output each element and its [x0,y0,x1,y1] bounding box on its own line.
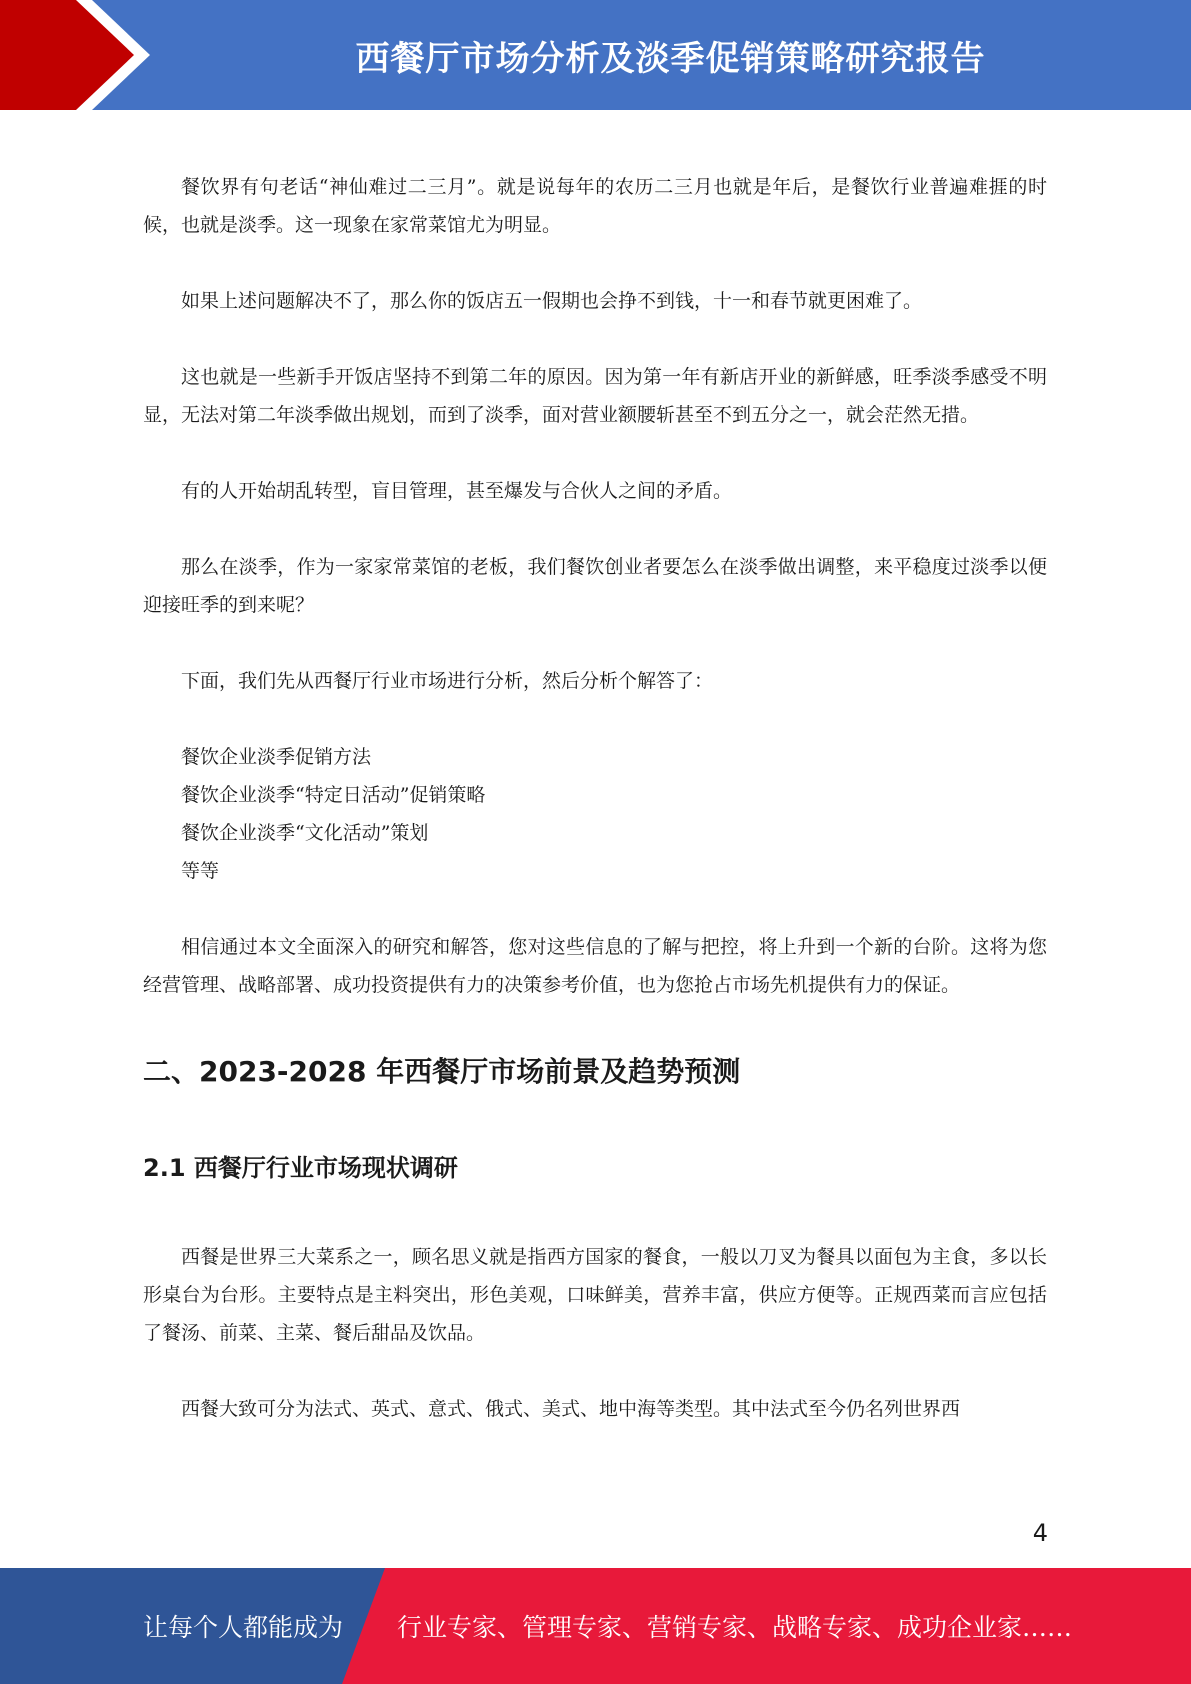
footer-slogan: 让每个人都能成为 [143,1613,344,1642]
list-item: 餐饮企业淡季促销方法 [181,746,372,768]
list-item: 餐饮企业淡季“特定日活动”促销策略 [181,784,486,806]
page-number: 4 [1032,1519,1048,1547]
list-item: 等等 [181,860,220,882]
section-heading: 二、2023-2028 年西餐厅市场前景及趋势预测 [143,1055,741,1088]
intro-paragraph-3: 这也就是一些新手开饭店坚持不到第二年的原因。因为第一年有新店开业的新鲜感，旺季淡季感受不明显，无法对第二年淡季做出规划，而到了淡季，面对营业额腰斩甚至不到五分之一，就会茫然无措。 [143,366,1047,426]
document-body [143,168,1047,1466]
section-paragraph-2: 西餐大致可分为法式、英式、意式、俄式、美式、地中海等类型。其中法式至今仍名列世界西 [181,1398,961,1420]
section-paragraph-1: 西餐是世界三大菜系之一，顾名思义就是指西方国家的餐食，一般以刀叉为餐具以面包为主食，多以长形桌台为台形。主要特点是主料突出，形色美观，口味鲜美，营养丰富，供应方便等。正规西菜而言应包括了餐汤、前菜、主菜、餐后甜品及饮品。 [143,1246,1047,1344]
report-title: 西餐厅市场分析及淡季促销策略研究报告 [355,38,986,79]
subsection-heading: 2.1 西餐厅行业市场现状调研 [143,1154,458,1182]
intro-paragraph-5: 那么在淡季，作为一家家常菜馆的老板，我们餐饮创业者要怎么在淡季做出调整，来平稳度过淡季以便迎接旺季的到来呢？ [143,556,1047,616]
intro-paragraph-6: 下面，我们先从西餐厅行业市场进行分析，然后分析个解答了： [181,670,714,692]
header-arrow-icon [0,0,142,110]
page-header [0,0,1191,110]
intro-paragraph-2: 如果上述问题解决不了，那么你的饭店五一假期也会挣不到钱，十一和春节就更困难了。 [181,290,923,312]
list-item: 餐饮企业淡季“文化活动”策划 [181,822,429,844]
closing-paragraph: 相信通过本文全面深入的研究和解答，您对这些信息的了解与把控，将上升到一个新的台阶。这将为您经营管理、战略部署、成功投资提供有力的决策参考价值，也为您抢占市场先机提供有力的保证。 [143,936,1047,996]
intro-paragraph-4: 有的人开始胡乱转型，盲目管理，甚至爆发与合伙人之间的矛盾。 [181,480,733,502]
intro-paragraph-1: 餐饮界有句老话“神仙难过二三月”。就是说每年的农历二三月也就是年后，是餐饮行业普遍难捱的时候，也就是淡季。这一现象在家常菜馆尤为明显。 [143,176,1047,236]
footer-roles: 行业专家、管理专家、营销专家、战略专家、成功企业家…… [397,1613,1073,1642]
topic-list [143,738,1047,890]
page-footer [0,1568,1191,1684]
